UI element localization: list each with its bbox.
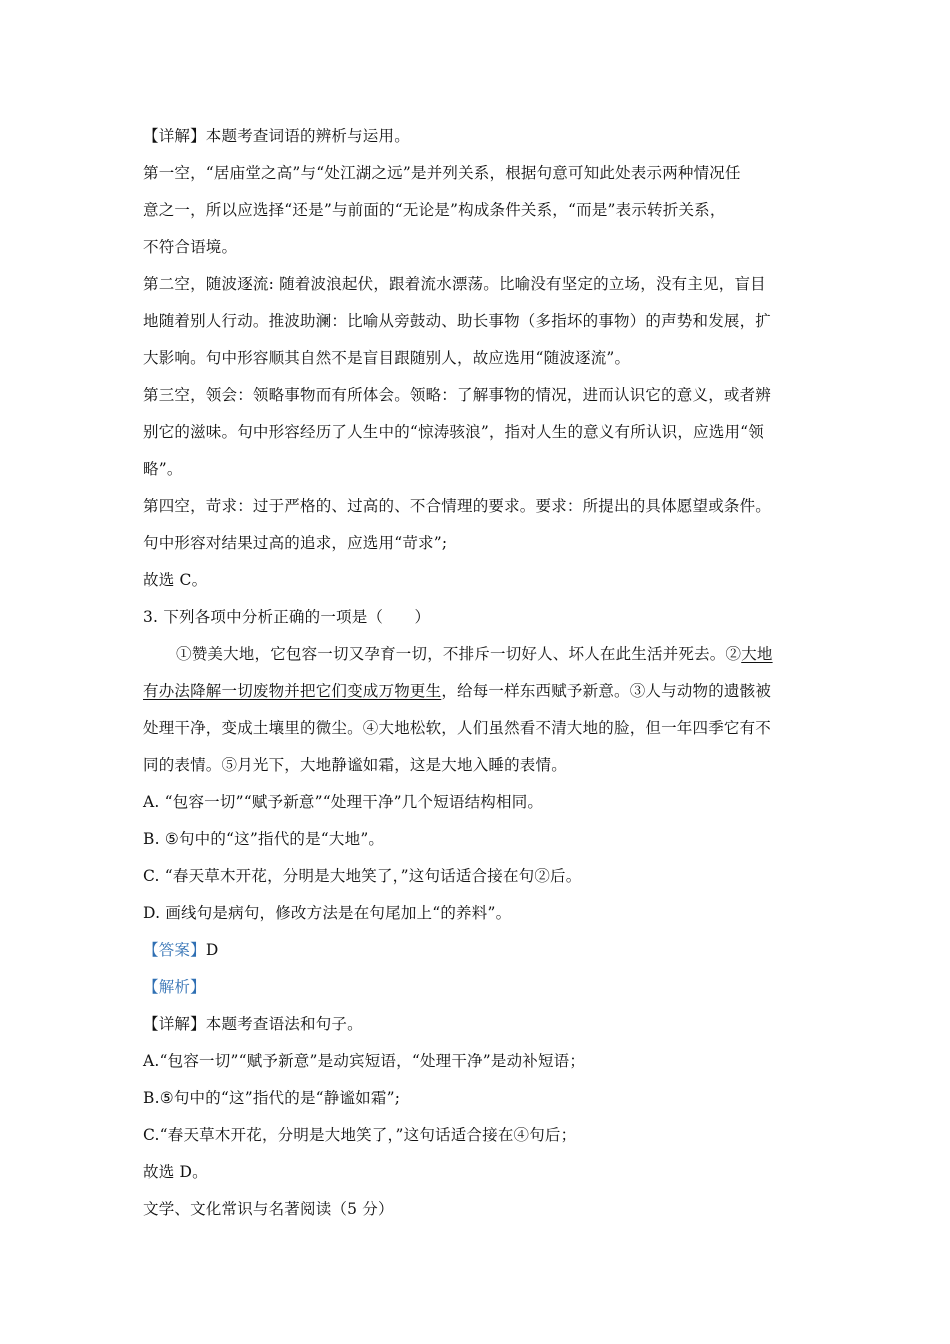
blank4-line-2: 句中形容对结果过高的追求，应选用“苛求”;	[143, 534, 448, 552]
blank2-line-3: 大影响。句中形容顺其自然不是盲目跟随别人，故应选用“随波逐流”。	[143, 349, 631, 367]
blank1-line-3: 不符合语境。	[143, 238, 238, 256]
answer-value: D	[205, 941, 219, 959]
option-d: D. 画线句是病句，修改方法是在句尾加上“的养料”。	[143, 904, 512, 922]
detail-line-3: B.⑤句中的“这”指代的是“静谧如霜”;	[143, 1089, 401, 1107]
passage-text: ，给每一样东西赋予新意。③人与动物的遗骸被	[441, 682, 772, 700]
blank1-line-2: 意之一，所以应选择“还是”与前面的“无论是”构成条件关系，“而是”表示转折关系，	[143, 201, 726, 219]
underlined-text: 有办法降解一切废物并把它们变成万物更生	[143, 682, 442, 700]
question3-stem: 3. 下列各项中分析正确的一项是（ ）	[143, 608, 431, 626]
blank4-line-1: 第四空，苛求：过于严格的、过高的、不合情理的要求。要求：所提出的具体愿望或条件。	[143, 497, 772, 515]
passage-line-2	[143, 673, 808, 710]
detail-intro: 【详解】本题考查词语的辨析与运用。	[143, 127, 410, 145]
answer-label: 【答案】	[143, 941, 206, 959]
answer-row	[143, 932, 808, 969]
passage-line-1	[143, 636, 808, 673]
underlined-text: 大地	[741, 645, 773, 663]
detail-line-2: A.“包容一切”“赋予新意”是动宾短语，“处理干净”是动补短语；	[143, 1052, 586, 1070]
section-heading: 文学、文化常识与名著阅读（5 分）	[143, 1200, 394, 1218]
option-c: C. “春天草木开花，分明是大地笑了，”这句话适合接在句②后。	[143, 867, 582, 885]
blank3-line-1: 第三空，领会：领略事物而有所体会。领略：了解事物的情况，进而认识它的意义，或者辨	[143, 386, 772, 404]
option-b: B. ⑤句中的“这”指代的是“大地”。	[143, 830, 385, 848]
passage-line-4: 同的表情。⑤月光下，大地静谧如霜，这是大地入睡的表情。	[143, 756, 567, 774]
detail-line-1: 【详解】本题考查语法和句子。	[143, 1015, 363, 1033]
passage-line-3: 处理干净，变成土壤里的微尘。④大地松软，人们虽然看不清大地的脸，但一年四季它有不	[143, 719, 772, 737]
detail-line-5: 故选 D。	[143, 1163, 208, 1181]
passage-text: ①赞美大地，它包容一切又孕育一切，不排斥一切好人、坏人在此生活并死去。②	[176, 645, 742, 663]
blank3-line-3: 略”。	[143, 460, 183, 478]
blank3-line-2: 别它的滋味。句中形容经历了人生中的“惊涛骇浪”，指对人生的意义有所认识，应选用“领	[143, 423, 764, 441]
document-page	[143, 118, 808, 1228]
analysis-label: 【解析】	[143, 978, 206, 996]
blank2-line-1: 第二空，随波逐流: 随着波浪起伏，跟着流水漂荡。比喻没有坚定的立场，没有主见，盲目	[143, 275, 766, 293]
conclusion-c: 故选 C。	[143, 571, 208, 589]
option-a: A. “包容一切”“赋予新意”“处理干净”几个短语结构相同。	[143, 793, 544, 811]
blank1-line-1: 第一空，“居庙堂之高”与“处江湖之远”是并列关系，根据句意可知此处表示两种情况任	[143, 164, 741, 182]
blank2-line-2: 地随着别人行动。推波助澜：比喻从旁鼓动、助长事物（多指坏的事物）的声势和发展，扩	[143, 312, 772, 330]
detail-line-4: C.“春天草木开花，分明是大地笑了，”这句话适合接在④句后；	[143, 1126, 577, 1144]
